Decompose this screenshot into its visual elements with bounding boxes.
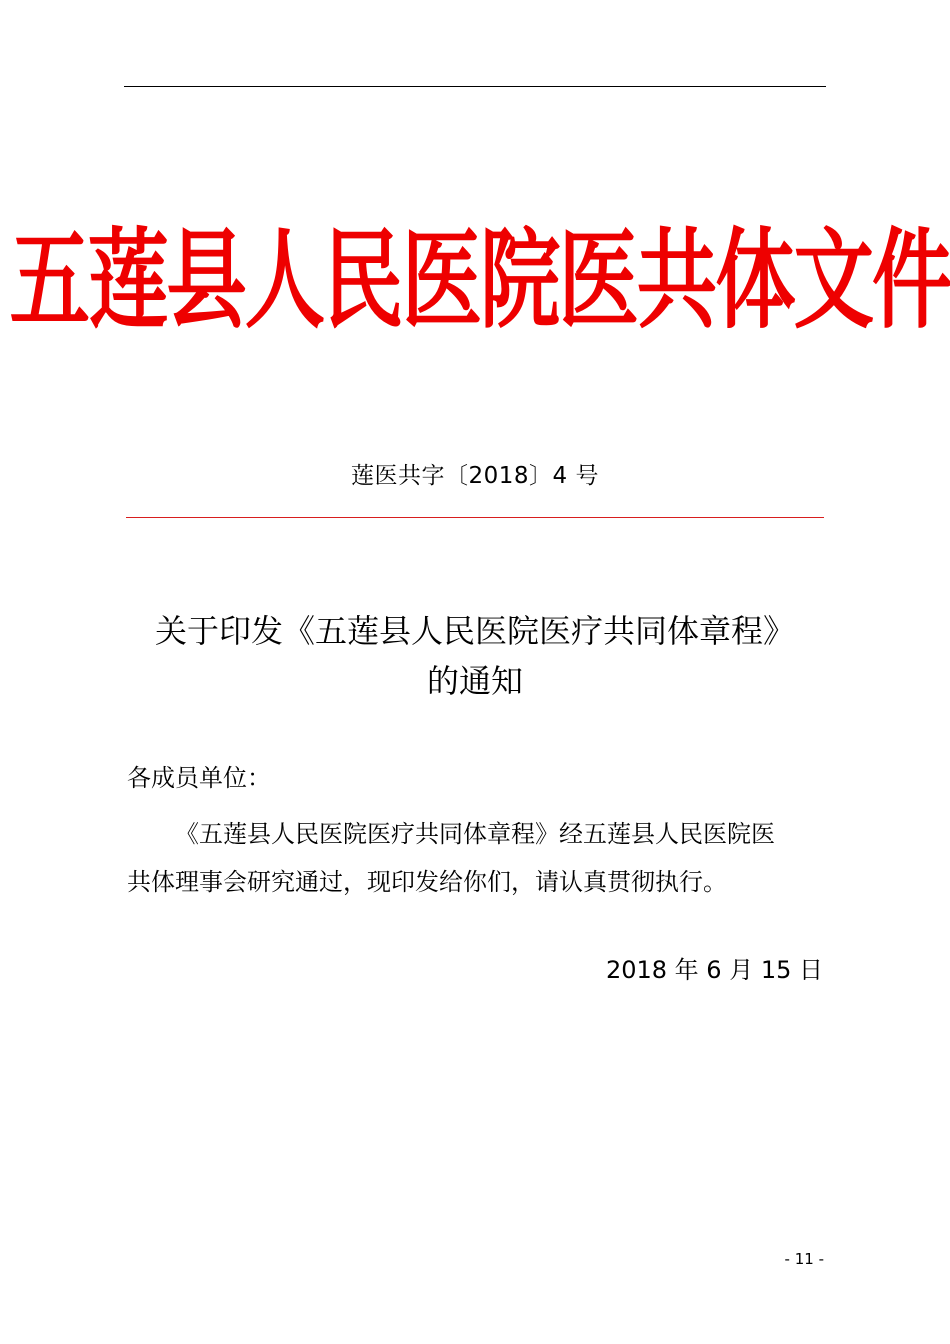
title-line-2: 的通知: [426, 662, 523, 700]
salutation: 各成员单位：: [127, 764, 271, 792]
red-header: [0, 212, 950, 352]
document-number: 莲医共字〔2018〕4 号: [351, 463, 599, 489]
issue-date: 2018 年 6 月 15 日: [605, 956, 823, 984]
page-number: - 11 -: [784, 1250, 824, 1268]
body-line-1: 《五莲县人民医院医疗共同体章程》经五莲县人民医院医: [175, 820, 775, 848]
body-paragraph: [127, 810, 824, 906]
top-divider: [124, 86, 826, 87]
red-divider: [126, 517, 824, 518]
header-title: 五莲县人民医院医共体文件: [9, 218, 950, 345]
document-title: [110, 606, 840, 706]
body-line-2: 共体理事会研究通过，现印发给你们，请认真贯彻执行。: [127, 868, 727, 896]
title-line-1: 关于印发《五莲县人民医院医疗共同体章程》: [154, 612, 795, 650]
